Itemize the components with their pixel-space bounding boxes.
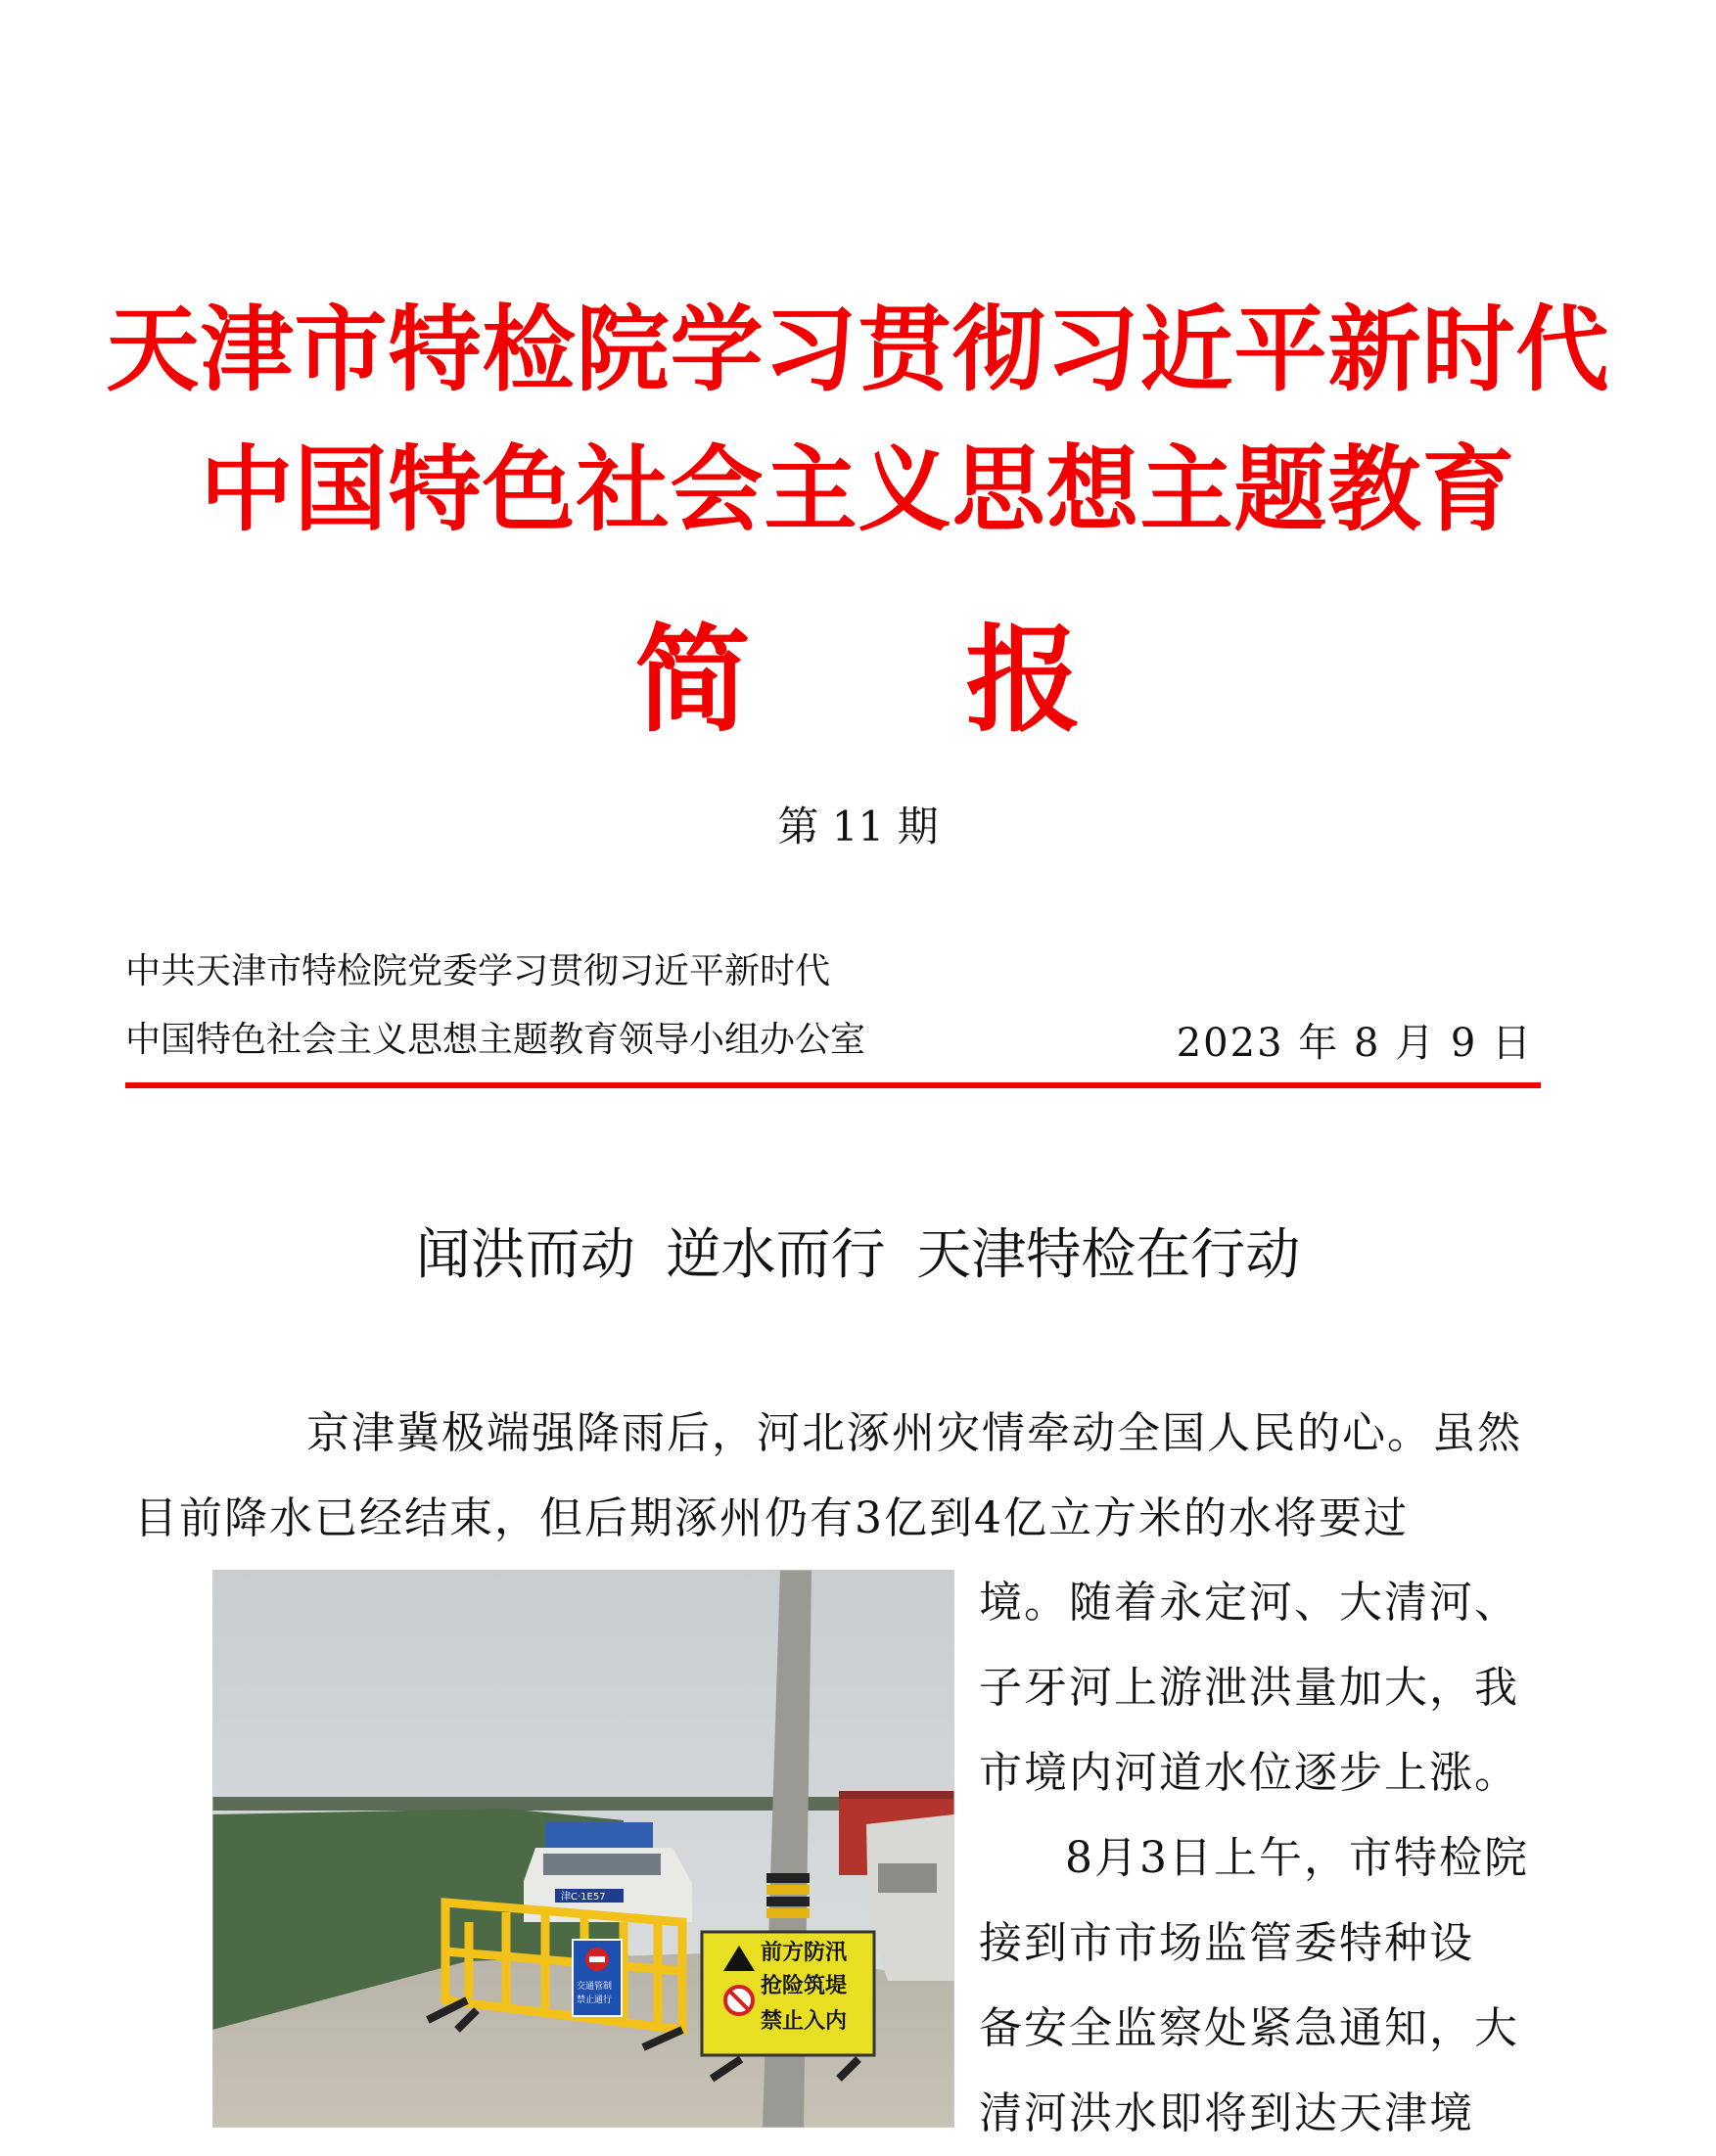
article-paragraph-1 (134, 1391, 1532, 1561)
paragraph-line: 子牙河上游泄洪量加大，我 (979, 1663, 1519, 1713)
car-right (866, 1814, 954, 1981)
paragraph-line: 8月3日上午，市特检院 (1065, 1833, 1529, 1883)
sign-text-3: 禁止入内 (761, 2009, 848, 2034)
plate-text: 津C·1E57 (561, 1892, 606, 1903)
issue-date: 2023 年 8 月 9 日 (1176, 1021, 1533, 1066)
paragraph-line: 备安全监察处紧急通知，大 (979, 2003, 1519, 2053)
masthead-title-line2: 中国特色社会主义思想主题教育 (200, 436, 1516, 544)
paragraph-line: 境。随着永定河、大清河、 (979, 1578, 1519, 1628)
paragraph-line: 目前降水已经结束，但后期涿州仍有3亿到4亿立方米的水将要过 (134, 1493, 1409, 1543)
paragraph-line: 清河洪水即将到达天津境 (979, 2088, 1474, 2138)
sign-text-2: 抢险筑堤 (761, 1974, 848, 1998)
flood-roadblock-photo (212, 1570, 954, 2128)
bulletin-heading: 简报 (634, 613, 1297, 748)
sign-text-1: 前方防汛 (761, 1941, 848, 1965)
small-sign-text-2: 禁止通行 (577, 1995, 613, 2005)
small-sign-text-1: 交通管制 (577, 1982, 613, 1992)
red-divider (125, 1082, 1541, 1088)
article-title: 闻洪而动 逆水而行 天津特检在行动 (415, 1223, 1301, 1287)
paragraph-line: 京津冀极端强降雨后，河北涿州灾情牵动全国人民的心。虽然 (306, 1408, 1522, 1458)
paragraph-line: 市境内河道水位逐步上涨。 (979, 1748, 1519, 1798)
issuing-org-line1: 中共天津市特检院党委学习贯彻习近平新时代 (125, 951, 831, 991)
no-entry-sign (573, 1940, 622, 2016)
issuing-org-line2: 中国特色社会主义思想主题教育领导小组办公室 (125, 1020, 866, 1060)
flood-warning-sign (702, 1932, 874, 2055)
paragraph-line: 接到市市场监管委特种设 (979, 1918, 1474, 1968)
masthead-title-line1: 天津市特检院学习贯彻习近平新时代 (106, 297, 1610, 404)
issue-number: 第 11 期 (777, 803, 939, 850)
article-text-beside-photo (979, 1560, 1529, 2156)
